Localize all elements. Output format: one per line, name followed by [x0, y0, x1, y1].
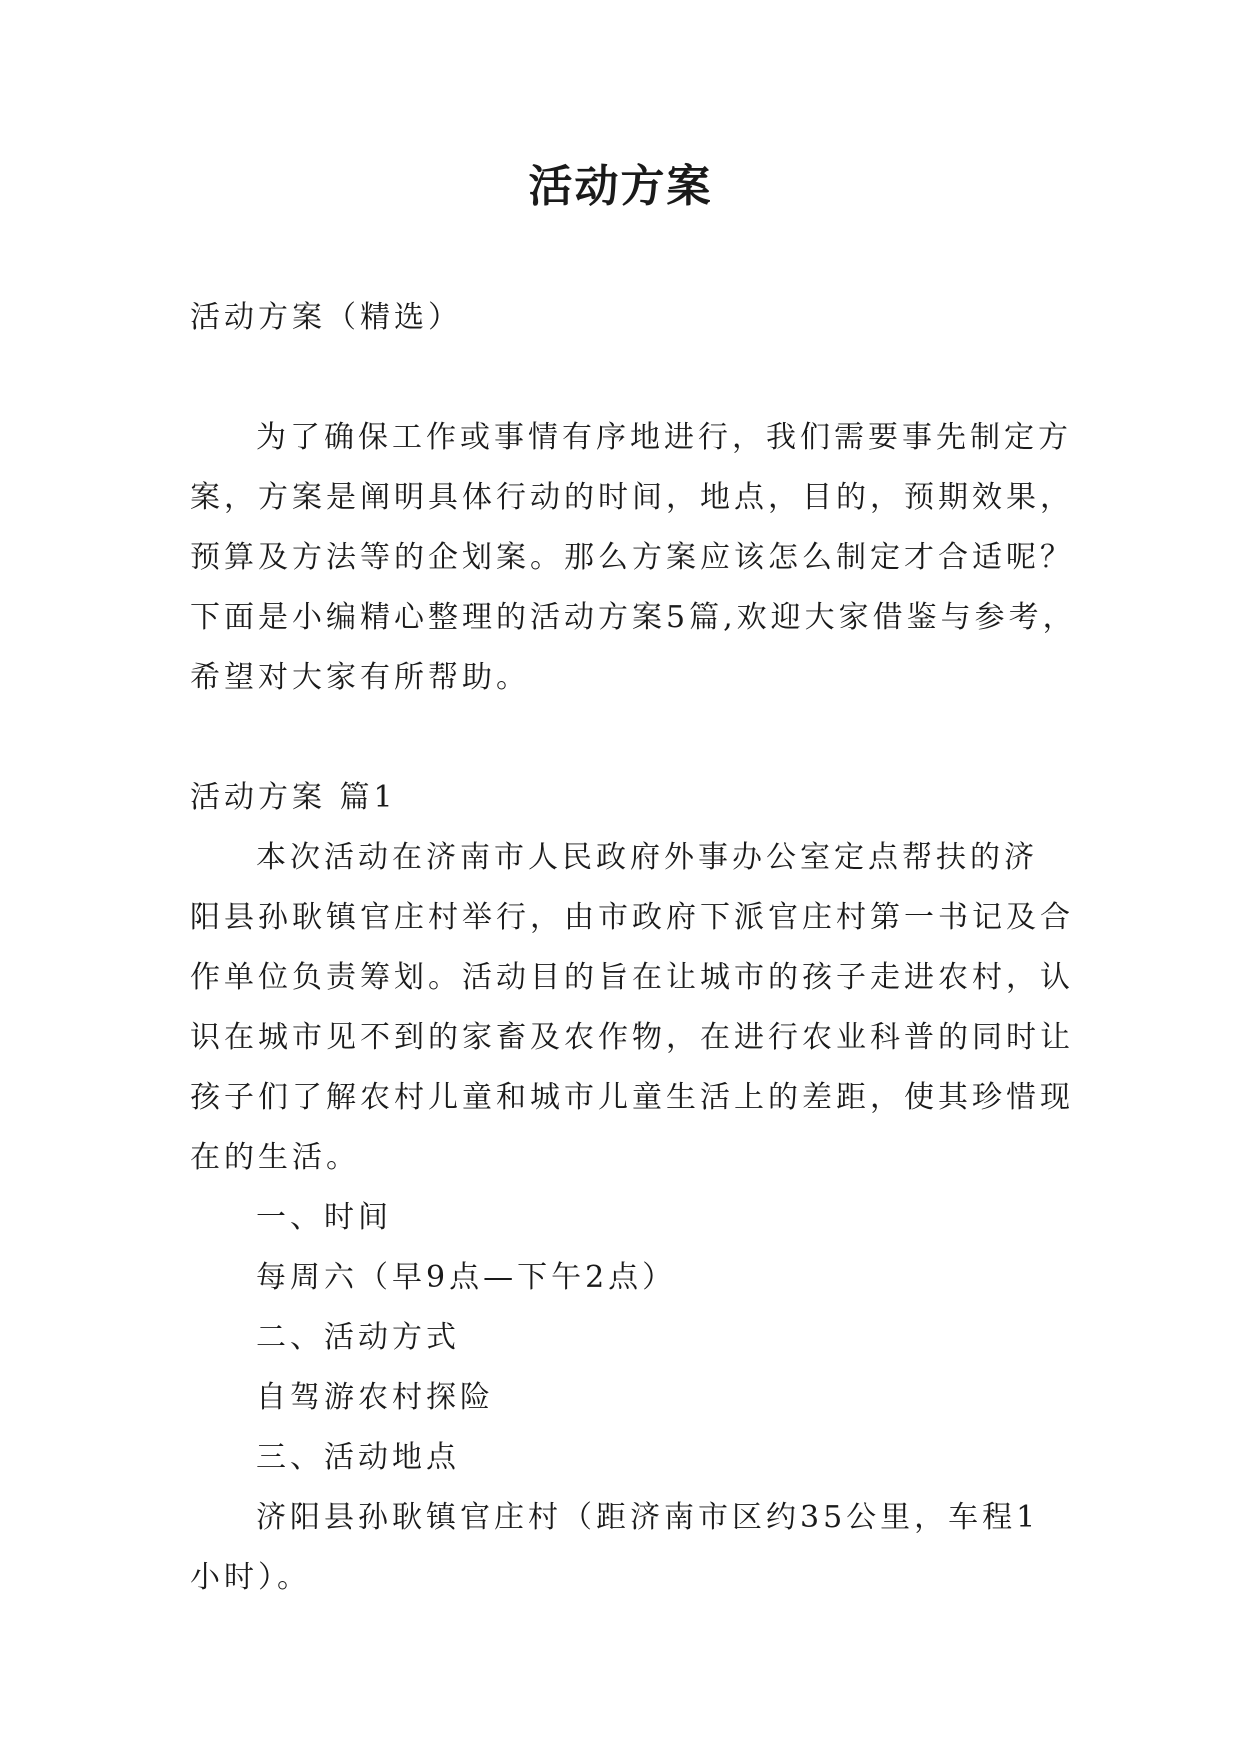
item-time-value: 每周六（早9点—下午2点）: [256, 1260, 677, 1295]
body-line: 孩子们了解农村儿童和城市儿童生活上的差距，使其珍惜现: [190, 1080, 1074, 1115]
intro-line: 案，方案是阐明具体行动的时间，地点，目的，预期效果，: [190, 480, 1074, 515]
location-line: 济阳县孙耿镇官庄村（距济南市区约35公里，车程1: [256, 1500, 1040, 1535]
section-1: [190, 768, 1074, 1608]
item-method-value: 自驾游农村探险: [256, 1380, 494, 1415]
body-line: 作单位负责筹划。活动目的旨在让城市的孩子走进农村，认: [190, 960, 1074, 995]
section-heading: 活动方案 篇1: [190, 780, 397, 815]
body-line: 阳县孙耿镇官庄村举行，由市政府下派官庄村第一书记及合: [190, 900, 1074, 935]
intro-line: 希望对大家有所帮助。: [190, 660, 530, 695]
document-subtitle: 活动方案（精选）: [190, 300, 462, 335]
document-title: 活动方案: [528, 161, 713, 212]
intro-line: 预算及方法等的企划案。那么方案应该怎么制定才合适呢？: [190, 540, 1074, 575]
body-line: 本次活动在济南市人民政府外事办公室定点帮扶的济: [256, 840, 1038, 875]
body-line: 在的生活。: [190, 1140, 360, 1175]
intro-paragraph: [190, 408, 1077, 708]
body-line: 识在城市见不到的家畜及农作物，在进行农业科普的同时让: [190, 1020, 1074, 1055]
document-body: [190, 288, 1077, 1608]
item-time-heading: 一、时间: [256, 1200, 392, 1235]
intro-line: 为了确保工作或事情有序地进行，我们需要事先制定方: [256, 420, 1072, 455]
location-line: 小时）。: [190, 1560, 311, 1595]
item-method-heading: 二、活动方式: [256, 1320, 460, 1355]
item-location-heading: 三、活动地点: [256, 1440, 460, 1475]
intro-line: 下面是小编精心整理的活动方案5篇,欢迎大家借鉴与参考，: [190, 600, 1077, 635]
